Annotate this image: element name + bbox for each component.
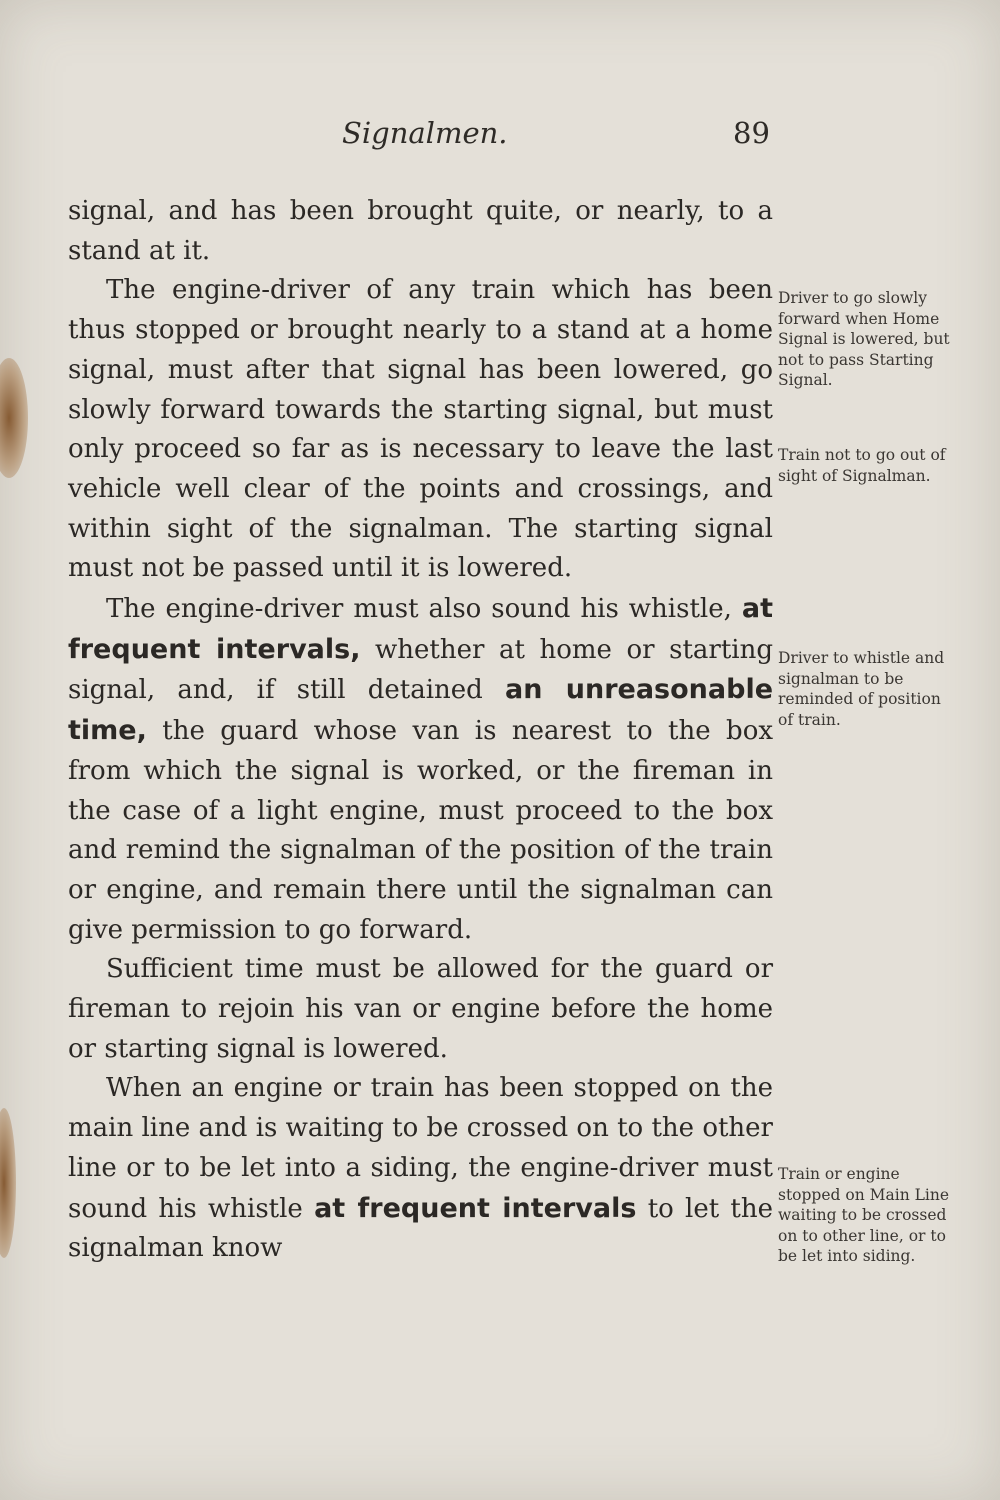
page-header bbox=[0, 116, 1000, 156]
paragraph-3-text-c: whether at home or starting signal, and, if still detained bbox=[68, 634, 773, 706]
emphasis-unreasonable-time: an unreasonable time, bbox=[68, 674, 774, 747]
page-stain-2 bbox=[0, 1108, 16, 1258]
margin-note-main-line-waiting: Train or engine stopped on Main Line waiting to be crossed on to other line, or to be let into siding. bbox=[778, 1165, 950, 1265]
paragraph-3-text-a: The engine-driver must also sound his whistle, bbox=[106, 594, 732, 625]
margin-note-train-within-sight: Train not to go out of sight of Signalman. bbox=[778, 446, 946, 485]
paragraph-5-text-c: to let the signalman know bbox=[68, 1193, 774, 1264]
paragraph-3-text-e: the guard whose van is nearest to the box from which the signal is worked, or the fireman in the case of a light engine, must proceed to the box and remind the signalman of the position of the train or engine, and remain there until the signalman can give permission to go forward. bbox=[68, 716, 774, 945]
paragraph-5-text-a: When an engine or train has been stopped on the main line and is waiting to be crossed on to the other line or to be let into a siding, the engine-driver must sound his whistle bbox=[68, 1073, 773, 1224]
paragraph-4: Sufficient time must be allowed for the guard or fireman to rejoin his van or engine before the home or starting signal is lowered. bbox=[68, 954, 773, 1064]
page-stain-1 bbox=[0, 358, 28, 478]
paragraph-5 bbox=[68, 1069, 773, 1269]
page-number: 89 bbox=[733, 116, 770, 150]
margin-note-driver-to-whistle: Driver to whistle and signalman to be reminded of position of train. bbox=[778, 649, 945, 729]
emphasis-frequent-intervals: at frequent intervals, bbox=[68, 593, 773, 665]
margin-note-driver-slowly-forward: Driver to go slowly forward when Home Signal is lowered, but not to pass Starting Signal. bbox=[778, 289, 950, 389]
paragraph-3 bbox=[68, 589, 773, 950]
emphasis-frequent-intervals-2: at frequent intervals bbox=[314, 1192, 637, 1224]
paragraph-2: The engine-driver of any train which has been thus stopped or brought nearly to a stand at a home signal, must after that signal has been lowered, go slowly forward towards the starting signal, but must only proceed so far as is necessary to leave the last vehicle well clear of the points and crossings, and within sight of the signalman. The starting signal must not be passed until it is lowered. bbox=[68, 275, 773, 584]
paragraph-1: signal, and has been brought quite, or nearly, to a stand at it. bbox=[68, 196, 773, 266]
running-title: Signalmen. bbox=[342, 116, 508, 150]
body-text bbox=[68, 192, 773, 1269]
